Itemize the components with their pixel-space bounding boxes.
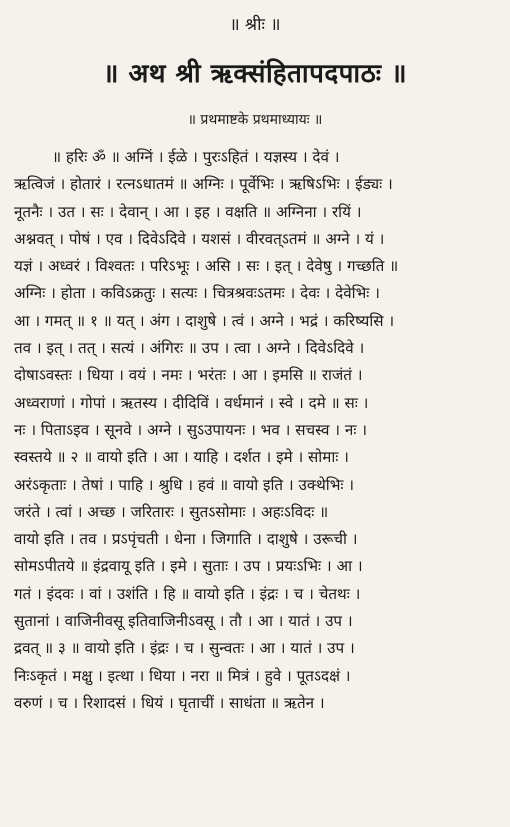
text-line: अध्वराणां । गोपां । ऋतस्य । दीदिविं । वर्धमानं । स्वे । दमे ॥ सः । xyxy=(14,393,369,412)
text-line: सुतानां । वाजिनीवसू इतिवाजिनीऽवसू । तौ । आ । यातं । उप । xyxy=(14,612,353,631)
text-line: निःऽकृतं । मक्षु । इत्था । धिया । नरा ॥ मित्रं । हुवे । पूतऽदक्षं । xyxy=(14,666,351,685)
text-line: सोमऽपीतये ॥ इंद्रवायू इति । इमे । सुताः । उप । प्रयःऽभिः । आ । xyxy=(14,557,363,576)
text-line: गतं । इंदवः । वां । उशंति । हि ॥ वायो इति । इंद्रः । च । चेतथः । xyxy=(14,584,361,603)
text-line: वरुणं । च । रिशादसं । धियं । घृताचीं । साधंता ॥ ऋतेन । xyxy=(14,693,325,712)
text-line: ऋत्विजं । होतारं । रत्नऽधातमं ॥ अग्निः । पूर्वेभिः । ऋषिऽभिः । ईड्यः । xyxy=(14,175,393,194)
invocation-mark: ॥ श्रीः ॥ xyxy=(229,15,281,35)
text-line: आ । गमत् ॥ १ ॥ यत् । अंग । दाशुषे । त्वं । अग्ने । भद्रं । करिष्यसि । xyxy=(14,311,395,330)
text-line: जरंते । त्वां । अच्छ । जरितारः । सुतऽसोमाः । अहःऽविदः ॥ xyxy=(14,502,329,521)
chapter-subtitle: ॥ प्रथमाष्टके प्रथमाध्यायः ॥ xyxy=(187,112,323,128)
text-line: यज्ञं । अध्वरं । विश्वतः । परिऽभूः । असि । सः । इत् । देवेषु । गच्छति ॥ xyxy=(14,257,399,276)
text-line: नः । पिताऽइव । सूनवे । अग्ने । सुऽउपायनः । भव । सचस्व । नः । xyxy=(14,420,367,439)
text-line: वायो इति । तव । प्रऽपृंचती । धेना । जिगाति । दाशुषे । उरूची । xyxy=(14,530,358,549)
verse-text xyxy=(14,144,496,717)
text-line: नूतनैः । उत । सः । देवान् । आ । इह । वक्षति ॥ अग्निना । रयिं । xyxy=(14,202,362,221)
text-line: दोषाऽवस्तः । धिया । वयं । नमः । भरंतः । आ । इमसि ॥ राजंतं । xyxy=(14,366,363,385)
text-line: तव । इत् । तत् । सत्यं । अंगिरः ॥ उप । त्वा । अग्ने । दिवेऽदिवे । xyxy=(14,339,365,358)
text-line: अश्नवत् । पोषं । एव । दिवेऽदिवे । यशसं । वीरवत्ऽतमं ॥ अग्ने । यं । xyxy=(14,229,385,248)
page-title: ॥ अथ श्री ऋक्संहितापदपाठः ॥ xyxy=(102,59,408,89)
text-line: स्वस्तये ॥ २ ॥ वायो इति । आ । याहि । दर्शत । इमे । सोमाः । xyxy=(14,448,349,467)
text-line: ॥ हरिः ॐ ॥ अग्निं । ईळे । पुरःऽहितं । यज्ञस्य । देवं । xyxy=(52,148,340,166)
text-line: अरंऽकृताः । तेषां । पाहि । श्रुधि । हवं ॥ वायो इति । उक्थेभिः । xyxy=(14,475,355,494)
text-line: द्रवत् ॥ ३ ॥ वायो इति । इंद्रः । च । सुन्वतः । आ । यातं । उप । xyxy=(14,639,355,658)
text-line: अग्निः । होता । कविऽक्रतुः । सत्यः । चित्रश्रवःऽतमः । देवः । देवेभिः । xyxy=(14,284,380,303)
